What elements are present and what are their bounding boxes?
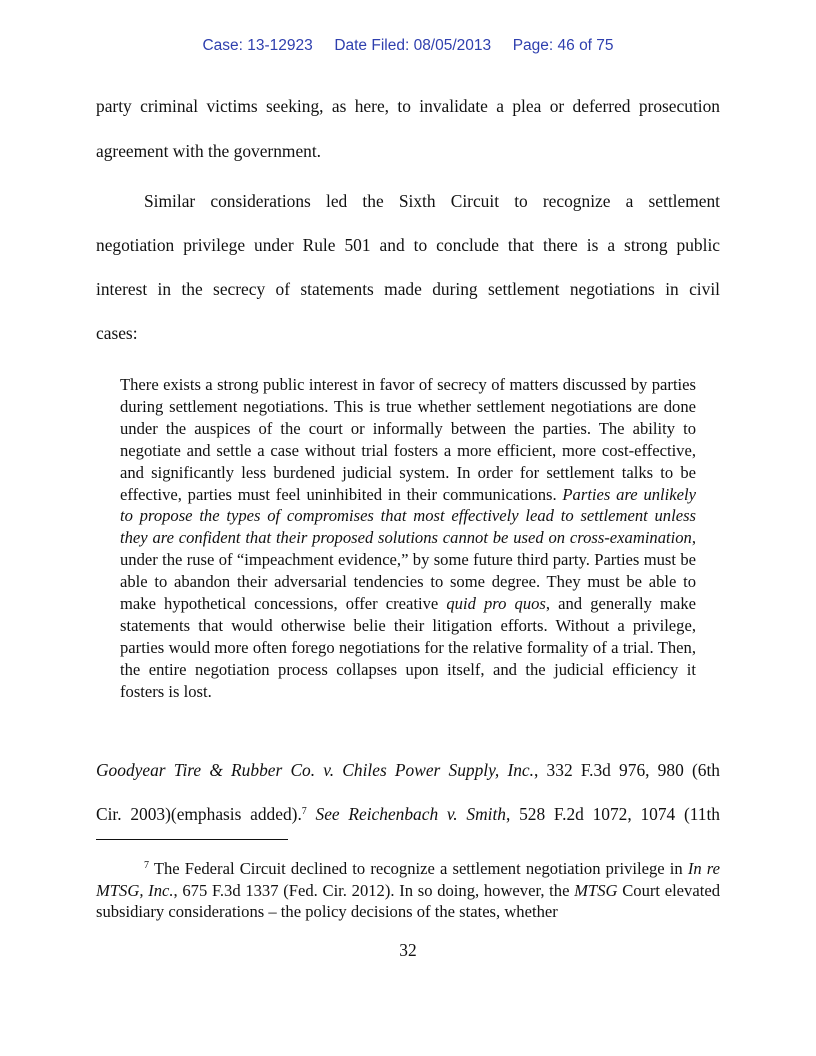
block-quote [120,374,696,703]
quote-emphasis: quid pro quos [446,594,546,614]
quote-emphasis: Parties are unlikely to propose the types of compromises that most effectively lead to settlement unless they are confident that their proposed solutions cannot be used on cross-examination [120,484,696,548]
footnote-separator [96,839,288,840]
footnote-text: Court elevated subsidiary considerations – the policy decisions of the states, whether [96,880,720,922]
footnote-number: 7 [144,860,149,871]
paragraph-line: cases: [96,323,138,343]
paragraph-line: Similar considerations led the Sixth Circuit to recognize a settlement [144,191,720,211]
page-count: Page: 46 of 75 [512,37,614,54]
footnote [96,858,720,923]
footnote-reference[interactable]: 7 [301,806,307,817]
case-number: Case: 13-12923 [202,37,313,54]
paragraph-line: interest in the secrecy of statements made during settlement negotiations in civil [96,279,720,299]
footnote-text: The Federal Circuit declined to recognize a settlement negotiation privilege in [149,859,688,878]
page-number: 32 [399,940,417,960]
paragraph-line: agreement with the government. [96,141,322,161]
citation-reporter: , 528 F.2d 1072, 1074 (11th [506,804,721,824]
case-name: In re MTSG, Inc. [96,859,721,900]
case-header [0,37,816,55]
case-name: Goodyear Tire & Rubber Co. v. Chiles Power Supply, Inc. [96,760,534,780]
quote-text: , under the ruse of “impeachment evidence,” by some future third party. Parties must be able to abandon their adversarial tendencies to some degree. They must be able to make hypothetical concessions, offer creative [120,528,696,614]
case-name: MTSG [574,880,618,900]
citation-line [96,804,720,825]
paragraph-line: negotiation privilege under Rule 501 and to conclude that there is a strong public [96,235,720,255]
date-filed: Date Filed: 08/05/2013 [334,37,492,54]
quote-text: There exists a strong public interest in favor of secrecy of matters discussed by parties during settlement negotiations. This is true whether settlement negotiations are done under the auspices of the court or informally between the parties. The ability to negotiate and settle a case without trial fosters a more efficient, more cost-effective, and significantly less burdened judicial system. In order for settlement talks to be effective, parties must feel uninhibited in their communications. [120,375,696,504]
footnote-text: , 675 F.3d 1337 (Fed. Cir. 2012). In so doing, however, the [173,880,575,900]
quote-text: , and generally make statements that would otherwise belie their litigation efforts. Without a privilege, parties would more often forego negotiations for the relative formality of a trial. Then, the entire negotiation process collapses upon itself, and the judicial efficiency it fosters is lost. [120,594,696,701]
citation-reporter: , 332 F.3d 976, 980 (6th [534,760,720,780]
citation-line [96,760,720,781]
paragraph-line: party criminal victims seeking, as here, to invalidate a plea or deferred prosecution [96,96,720,116]
case-name: See Reichenbach v. Smith [306,804,506,824]
citation-text: Cir. 2003)(emphasis added). [96,804,302,824]
